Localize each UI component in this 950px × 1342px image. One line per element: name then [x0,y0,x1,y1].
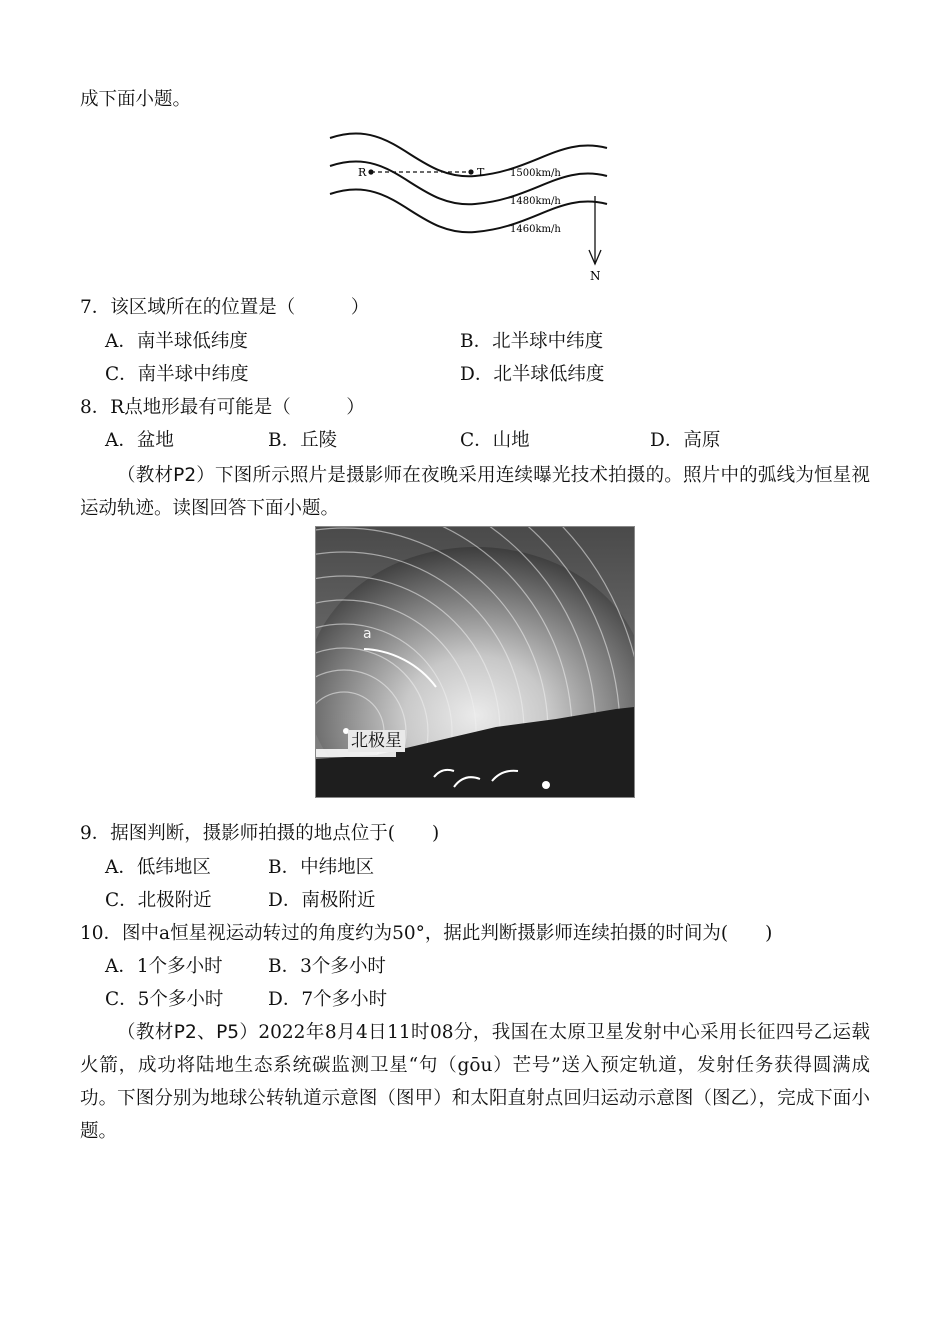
q10-option-c: C．5个多小时 [105,989,224,1010]
q8-option-b: B．丘陵 [268,430,338,451]
isoline-label-1500: 1500km/h [510,168,561,179]
question-8-stem: 8．R点地形最有可能是（ ） [80,397,365,418]
q7-option-b: B．北半球中纬度 [460,331,604,352]
star-a-label: a [363,626,372,642]
q7-option-d: D．北半球低纬度 [460,364,605,385]
point-t-label: T [477,166,485,179]
north-label: N [590,269,601,283]
polaris-label: 北极星 [348,730,405,752]
q9-option-a: A．低纬地区 [105,857,211,878]
passage-star-trails [80,459,870,525]
q7-option-a: A．南半球低纬度 [105,331,248,352]
q10-option-d: D．7个多小时 [268,989,388,1010]
point-r-label: R [358,166,367,179]
passage3-text: 2022年8月4日11时08分，我国在太原卫星发射中心采用长征四号乙运载火箭，成功将陆地生态系统碳监测卫星“句（gōu）芒号”送入预定轨道，发射任务获得圆满成功。下图分别为地球公转轨道示意图（图甲）和太阳直射点回归运动示意图（图乙），完成下面小题。 [80,1022,870,1142]
isoline-label-1480: 1480km/h [510,196,561,207]
q8-option-d: D．高原 [650,430,721,451]
q8-option-a: A．盆地 [105,430,174,451]
q9-option-b: B．中纬地区 [268,857,375,878]
q9-option-d: D．南极附近 [268,890,376,911]
passage2-text: 下图所示照片是摄影师在夜晚采用连续曝光技术拍摄的。照片中的弧线为恒星视运动轨迹。读图回答下面小题。 [80,465,870,519]
question-10-stem: 10．图中a恒星视运动转过的角度约为50°，据此判断摄影师连续拍摄的时间为( ) [80,923,773,944]
q7-option-c: C．南半球中纬度 [105,364,249,385]
point-t-dot [468,169,473,174]
intro-tail: 成下面小题。 [80,89,192,110]
isoline-label-1460: 1460km/h [510,224,561,235]
question-7-stem: 7．该区域所在的位置是（ ） [80,297,370,318]
star-trail-photo [315,526,635,798]
q10-option-b: B．3个多小时 [268,956,386,977]
isoline-diagram [325,126,615,288]
q9-option-c: C．北极附近 [105,890,212,911]
passage2-source: （教材P2） [117,465,216,486]
point-r-dot [368,169,373,174]
q8-option-c: C．山地 [460,430,530,451]
passage-satellite-launch [80,1016,870,1148]
passage3-source: （教材P2、P5） [117,1022,259,1043]
q10-option-a: A．1个多小时 [105,956,223,977]
isoline-1480 [330,161,607,204]
question-9-stem: 9．据图判断，摄影师拍摄的地点位于( ) [80,823,440,844]
isoline-1460 [330,189,607,232]
